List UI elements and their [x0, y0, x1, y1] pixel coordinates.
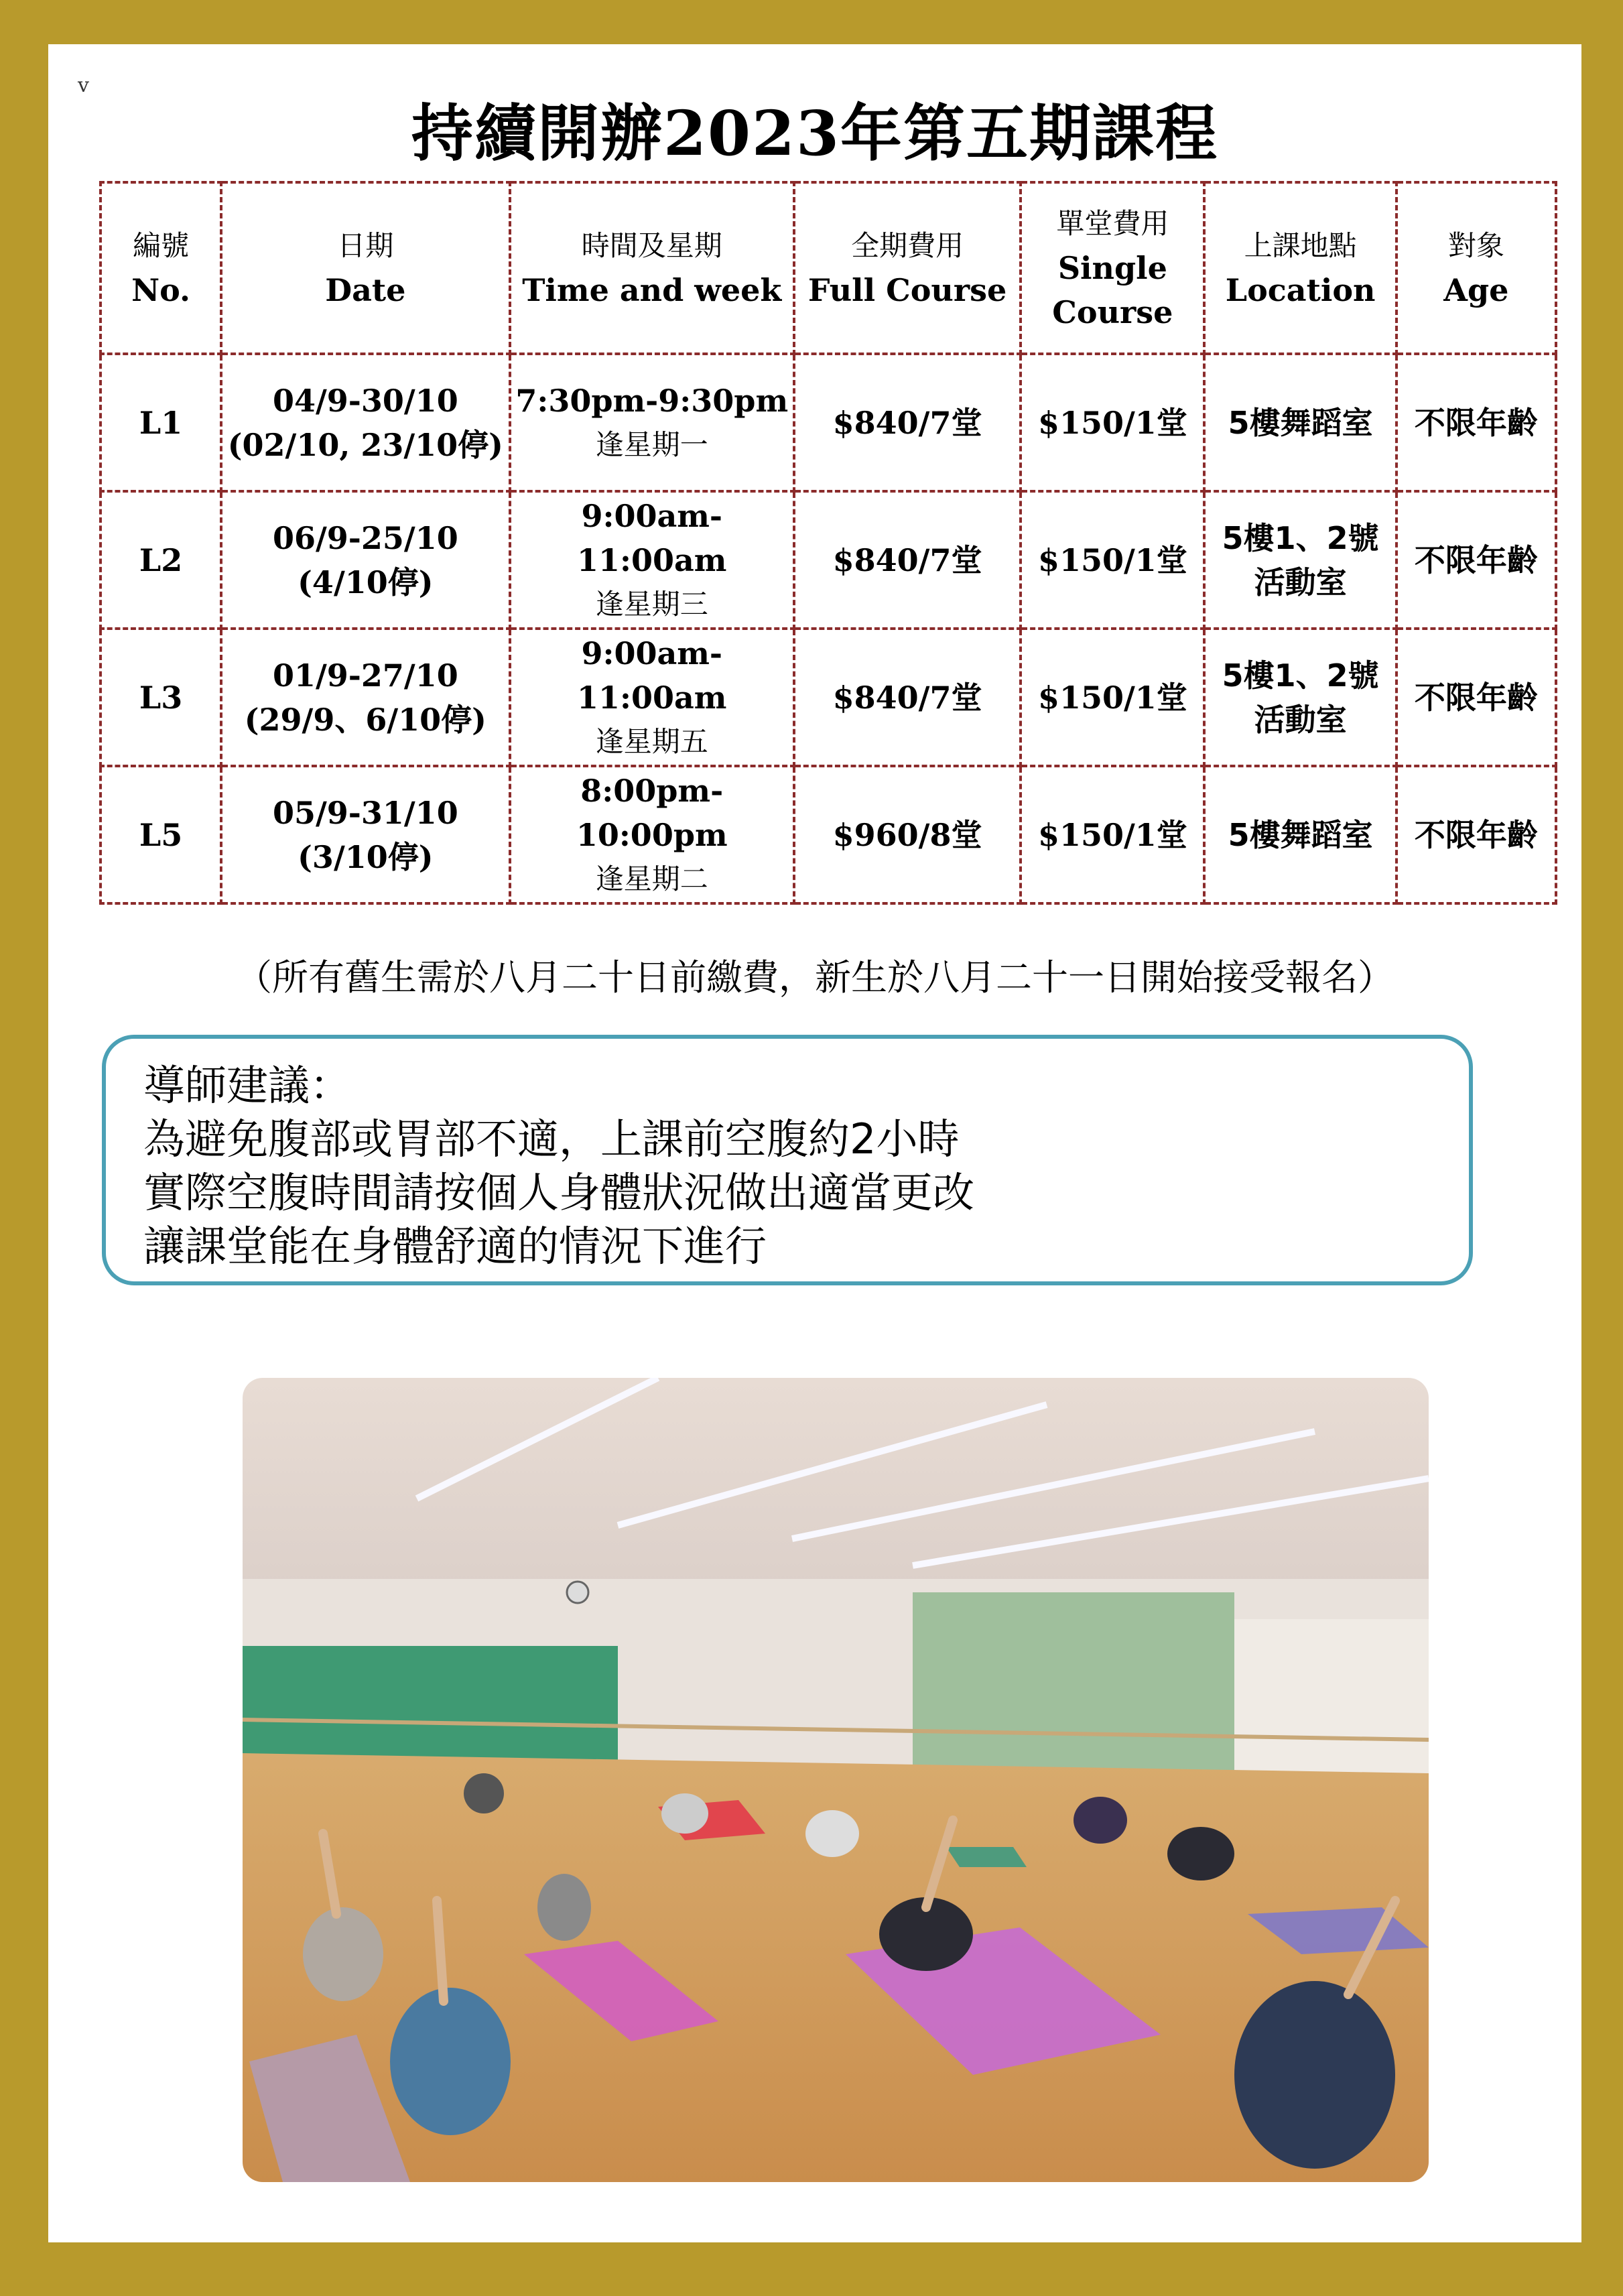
course-no: L2: [101, 491, 221, 629]
course-no: L3: [101, 629, 221, 766]
course-age: 不限年齡: [1397, 629, 1556, 766]
table-header-row: [101, 182, 1556, 354]
payment-note: （所有舊生需於八月二十日前繳費，新生於八月二十一日開始接受報名）: [236, 956, 1394, 999]
page-title: 持續開辦2023年第五期課程: [411, 97, 1219, 170]
course-age: 不限年齡: [1397, 354, 1556, 491]
course-age: 不限年齡: [1397, 491, 1556, 629]
course-time: 9:00am-11:00am 逢星期五: [510, 629, 794, 766]
advice-line: 為避免腹部或胃部不適，上課前空腹約2小時: [143, 1114, 960, 1163]
header-age: 對象 Age: [1397, 182, 1556, 354]
course-date: 05/9-31/10 (3/10停): [221, 766, 509, 903]
course-no: L5: [101, 766, 221, 903]
header-time: 時間及星期 Time and week: [510, 182, 794, 354]
instructor-advice-box: [102, 1035, 1473, 1285]
course-single-fee: $150/1堂: [1021, 491, 1204, 629]
course-full-fee: $840/7堂: [794, 354, 1021, 491]
course-no: L1: [101, 354, 221, 491]
course-time: 8:00pm-10:00pm 逢星期二: [510, 766, 794, 903]
yoga-class-photo-illustration: [243, 1378, 1429, 2182]
yoga-class-photo: [243, 1378, 1429, 2182]
course-time: 9:00am-11:00am 逢星期三: [510, 491, 794, 629]
course-age: 不限年齡: [1397, 766, 1556, 903]
page: [48, 44, 1581, 2242]
advice-heading: 導師建議：: [143, 1061, 352, 1110]
course-single-fee: $150/1堂: [1021, 766, 1204, 903]
course-single-fee: $150/1堂: [1021, 354, 1204, 491]
course-date: 06/9-25/10 (4/10停): [221, 491, 509, 629]
header-full-course: 全期費用 Full Course: [794, 182, 1021, 354]
course-full-fee: $960/8堂: [794, 766, 1021, 903]
header-date: 日期 Date: [221, 182, 509, 354]
advice-line: 實際空腹時間請按個人身體狀況做出適當更改: [143, 1168, 975, 1217]
course-full-fee: $840/7堂: [794, 491, 1021, 629]
header-location: 上課地點 Location: [1204, 182, 1396, 354]
course-location: 5樓舞蹈室: [1204, 766, 1396, 903]
course-location: 5樓1、2號 活動室: [1204, 491, 1396, 629]
course-full-fee: $840/7堂: [794, 629, 1021, 766]
table-row: [101, 491, 1556, 629]
table-row: [101, 766, 1556, 903]
corner-mark: v: [78, 74, 89, 97]
advice-line: 讓課堂能在身體舒適的情況下進行: [143, 1222, 767, 1271]
course-date: 04/9-30/10 (02/10, 23/10停): [221, 354, 509, 491]
course-schedule-table: [99, 181, 1557, 905]
table-row: [101, 629, 1556, 766]
course-date: 01/9-27/10 (29/9、6/10停): [221, 629, 509, 766]
table-row: [101, 354, 1556, 491]
course-location: 5樓舞蹈室: [1204, 354, 1396, 491]
course-time: 7:30pm-9:30pm 逢星期一: [510, 354, 794, 491]
course-location: 5樓1、2號 活動室: [1204, 629, 1396, 766]
header-no: 編號 No.: [101, 182, 221, 354]
course-single-fee: $150/1堂: [1021, 629, 1204, 766]
header-single-course: 單堂費用 Single Course: [1021, 182, 1204, 354]
